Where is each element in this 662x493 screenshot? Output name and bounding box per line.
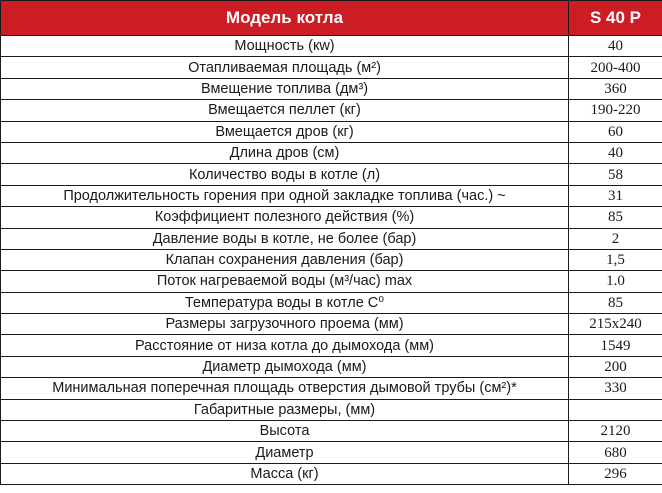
table-header-row bbox=[1, 1, 662, 36]
table-row bbox=[1, 271, 662, 292]
table-row bbox=[1, 78, 662, 99]
header-model-name: S 40 P bbox=[569, 1, 662, 36]
row-value-heated-area: 200-400 bbox=[569, 57, 662, 78]
table-row bbox=[1, 442, 662, 463]
row-label-water-pressure: Давление воды в котле, не более (бар) bbox=[1, 228, 569, 249]
row-value-wood-capacity: 60 bbox=[569, 121, 662, 142]
table-row bbox=[1, 335, 662, 356]
row-value-pellet-capacity: 190-220 bbox=[569, 100, 662, 121]
row-label-height: Высота bbox=[1, 421, 569, 442]
row-value-weight: 296 bbox=[569, 463, 662, 484]
row-label-heated-area: Отапливаемая площадь (м²) bbox=[1, 57, 569, 78]
row-value-chimney-area: 330 bbox=[569, 378, 662, 399]
table-row bbox=[1, 36, 662, 57]
row-label-burn-duration: Продолжительность горения при одной закладке топлива (час.) ~ bbox=[1, 185, 569, 206]
row-label-chimney-area: Минимальная поперечная площадь отверстия дымовой трубы (см²)* bbox=[1, 378, 569, 399]
row-value-overall-dimensions bbox=[569, 399, 662, 420]
row-label-wood-capacity: Вмещается дров (кг) bbox=[1, 121, 569, 142]
row-value-water-temperature: 85 bbox=[569, 292, 662, 313]
table-row bbox=[1, 100, 662, 121]
row-value-height: 2120 bbox=[569, 421, 662, 442]
table-row bbox=[1, 142, 662, 163]
table-row bbox=[1, 356, 662, 377]
table-row bbox=[1, 185, 662, 206]
table-row bbox=[1, 399, 662, 420]
row-label-water-temperature: Температура воды в котле С⁰ bbox=[1, 292, 569, 313]
row-value-water-volume: 58 bbox=[569, 164, 662, 185]
row-value-fuel-capacity: 360 bbox=[569, 78, 662, 99]
row-label-diameter: Диаметр bbox=[1, 442, 569, 463]
row-value-water-flow: 1.0 bbox=[569, 271, 662, 292]
row-label-overall-dimensions: Габаритные размеры, (мм) bbox=[1, 399, 569, 420]
table-row bbox=[1, 421, 662, 442]
row-value-power: 40 bbox=[569, 36, 662, 57]
table-row bbox=[1, 463, 662, 484]
header-model-label: Модель котла bbox=[1, 1, 569, 36]
row-label-safety-valve: Клапан сохранения давления (бар) bbox=[1, 249, 569, 270]
row-label-chimney-diameter: Диаметр дымохода (мм) bbox=[1, 356, 569, 377]
table-row bbox=[1, 228, 662, 249]
row-value-chimney-height: 1549 bbox=[569, 335, 662, 356]
row-label-water-flow: Поток нагреваемой воды (м³/час) max bbox=[1, 271, 569, 292]
table-row bbox=[1, 314, 662, 335]
table-row bbox=[1, 164, 662, 185]
table-row bbox=[1, 121, 662, 142]
row-value-chimney-diameter: 200 bbox=[569, 356, 662, 377]
row-label-loading-door: Размеры загрузочного проема (мм) bbox=[1, 314, 569, 335]
table-row bbox=[1, 378, 662, 399]
table-row bbox=[1, 249, 662, 270]
row-label-wood-length: Длина дров (см) bbox=[1, 142, 569, 163]
row-value-loading-door: 215x240 bbox=[569, 314, 662, 335]
row-value-water-pressure: 2 bbox=[569, 228, 662, 249]
row-label-efficiency: Коэффициент полезного действия (%) bbox=[1, 207, 569, 228]
table-row bbox=[1, 292, 662, 313]
row-label-water-volume: Количество воды в котле (л) bbox=[1, 164, 569, 185]
row-value-wood-length: 40 bbox=[569, 142, 662, 163]
row-label-fuel-capacity: Вмещение топлива (дм³) bbox=[1, 78, 569, 99]
row-label-pellet-capacity: Вмещается пеллет (кг) bbox=[1, 100, 569, 121]
row-label-chimney-height: Расстояние от низа котла до дымохода (мм) bbox=[1, 335, 569, 356]
table-row bbox=[1, 207, 662, 228]
row-value-diameter: 680 bbox=[569, 442, 662, 463]
row-label-power: Мощность (кw) bbox=[1, 36, 569, 57]
row-value-efficiency: 85 bbox=[569, 207, 662, 228]
row-value-burn-duration: 31 bbox=[569, 185, 662, 206]
row-label-weight: Масса (кг) bbox=[1, 463, 569, 484]
row-value-safety-valve: 1,5 bbox=[569, 249, 662, 270]
table-row bbox=[1, 57, 662, 78]
